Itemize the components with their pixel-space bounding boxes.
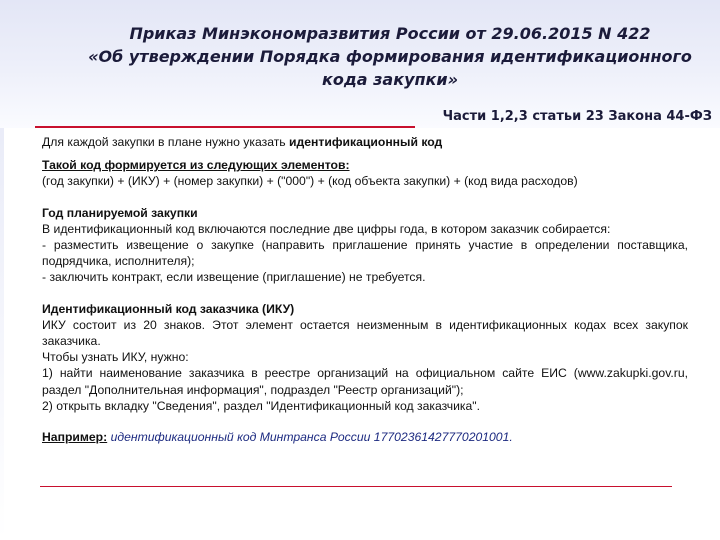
slide-title xyxy=(70,22,710,91)
title-line: Приказ Минэкономразвития России от 29.06.2015 N 422 xyxy=(129,24,651,43)
example-text: идентификационный код Минтранса России 17702361427770201001. xyxy=(110,430,513,445)
example-label: Например: xyxy=(42,430,108,445)
iku-paragraph: ИКУ состоит из 20 знаков. Этот элемент остается неизменным в идентификационных кодах всех закупок заказчика. xyxy=(42,317,688,349)
title-line: кода закупки» xyxy=(321,70,459,89)
formula-text: (год закупки) + (ИКУ) + (номер закупки) + ("000") + (код объекта закупки) + (код вида расходов) xyxy=(42,174,578,189)
slide-header xyxy=(0,0,720,128)
iku-paragraph: Чтобы узнать ИКУ, нужно: xyxy=(42,350,189,365)
footer-divider xyxy=(40,486,672,487)
year-paragraph: В идентификационный код включаются последние две цифры года, в котором заказчик собирается: xyxy=(42,221,611,236)
year-paragraph: - разместить извещение о закупке (направить приглашение принять участие в определении поставщика, подрядчика, исполнителя); xyxy=(42,238,688,269)
intro-text: Для каждой закупки в плане нужно указать xyxy=(42,135,290,149)
formula-heading: Такой код формируется из следующих элементов: xyxy=(42,158,350,173)
iku-paragraph: 2) открыть вкладку "Сведения", раздел "Идентификационный код заказчика". xyxy=(42,398,481,413)
intro-bold: идентификационный код xyxy=(289,135,443,149)
intro-paragraph xyxy=(42,134,688,150)
iku-heading: Идентификационный код заказчика (ИКУ) xyxy=(42,301,295,316)
title-line: «Об утверждении Порядка формирования идентификационного xyxy=(88,47,692,66)
header-divider xyxy=(35,126,415,128)
slide-subtitle: Части 1,2,3 статьи 23 Закона 44-ФЗ xyxy=(442,109,712,124)
slide-body xyxy=(42,134,688,445)
iku-paragraph: 1) найти наименование заказчика в реестре организаций на официальном сайте ЕИС (www.zakupki.gov.ru, раздел "Дополнительная информация", подраздел "Реестр организаций"); xyxy=(42,366,688,397)
example-paragraph xyxy=(42,429,688,445)
year-paragraph: - заключить контракт, если извещение (приглашение) не требуется. xyxy=(42,270,426,285)
year-heading: Год планируемой закупки xyxy=(42,205,198,220)
